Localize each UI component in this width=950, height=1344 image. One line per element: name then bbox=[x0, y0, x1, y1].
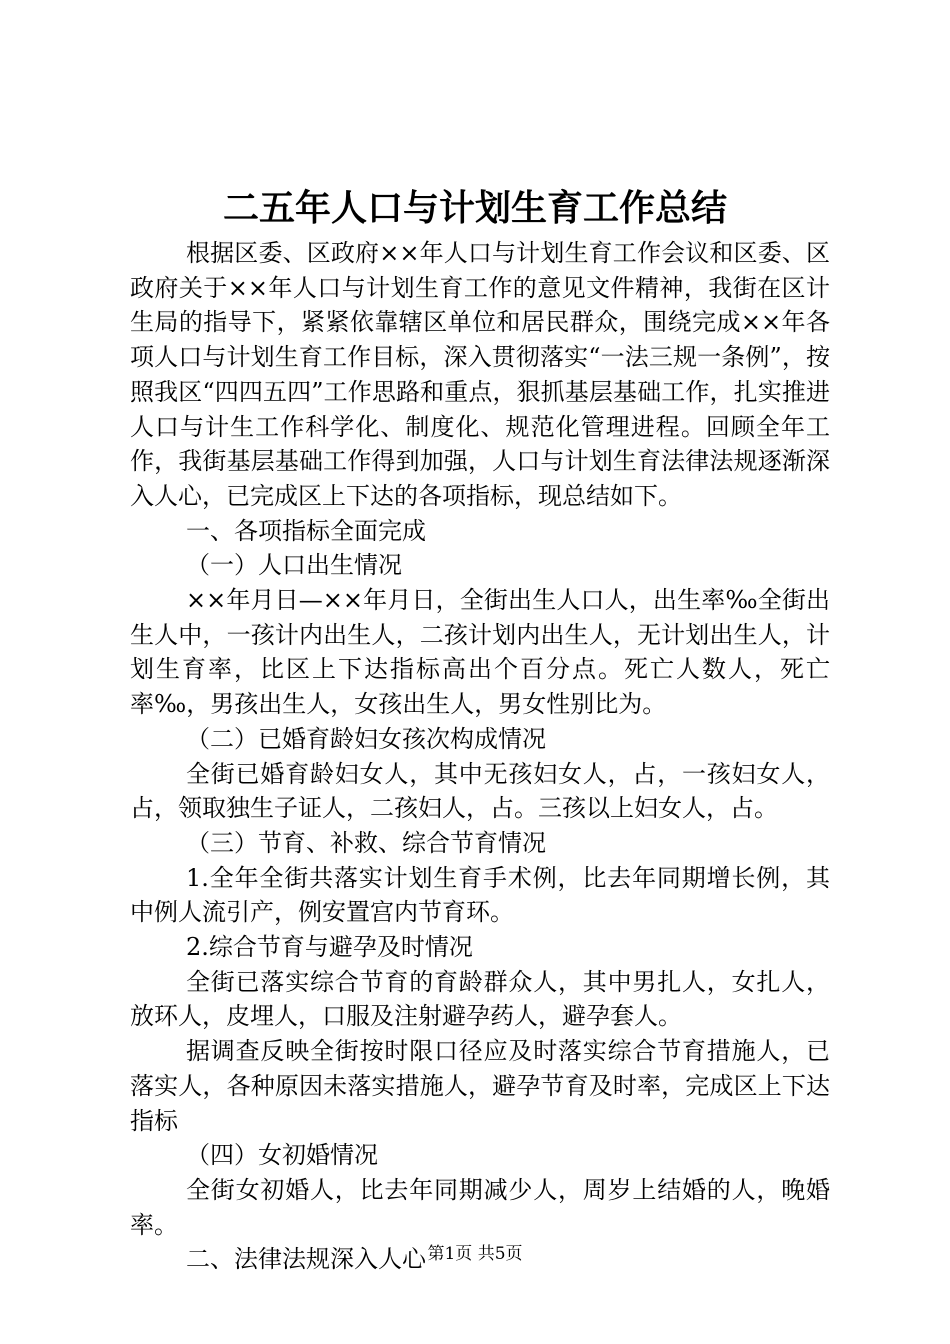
paragraph-survey: 据调查反映全街按时限口径应及时落实综合节育措施人，已落实人，各种原因未落实措施人，避孕节育及时率，完成区上下达指标 bbox=[130, 1037, 830, 1135]
section-heading-1: 一、各项指标全面完成 bbox=[186, 516, 426, 545]
intro-paragraph: 根据区委、区政府××年人口与计划生育工作会议和区委、区政府关于××年人口与计划生育工作的意见文件精神，我街在区计生局的指导下，紧紧依靠辖区单位和居民群众，围绕完成××年各项人口与计划生育工作目标，深入贯彻落实“一法三规一条例”，按照我区“四四五四”工作思路和重点，狠抓基层基础工作，扎实推进人口与计生工作科学化、制度化、规范化管理进程。回顾全年工作，我街基层基础工作得到加强，人口与计划生育法律法规逐渐深入人心，已完成区上下达的各项指标，现总结如下。 bbox=[130, 239, 830, 510]
subsection-heading-2: （二）已婚育龄妇女孩次构成情况 bbox=[186, 724, 546, 753]
document-body bbox=[130, 236, 830, 1277]
paragraph-contraception: 全街已落实综合节育的育龄群众人，其中男扎人，女扎人，放环人，皮埋人，口服及注射避孕药人，避孕套人。 bbox=[130, 967, 830, 1031]
item-heading-2: 2.综合节育与避孕及时情况 bbox=[186, 933, 473, 962]
subsection-heading-4: （四）女初婚情况 bbox=[186, 1141, 378, 1170]
paragraph-first-marriage: 全街女初婚人，比去年同期减少人，周岁上结婚的人，晚婚率。 bbox=[130, 1175, 830, 1239]
paragraph-married-women: 全街已婚育龄妇女人，其中无孩妇女人，占，一孩妇女人，占，领取独生子证人，二孩妇人，占。三孩以上妇女人，占。 bbox=[130, 759, 830, 823]
paragraph-surgery: 1.全年全街共落实计划生育手术例，比去年同期增长例，其中例人流引产，例安置宫内节育环。 bbox=[130, 863, 830, 927]
section-heading-2: 二、法律法规深入人心 bbox=[186, 1245, 426, 1274]
document-title: 二五年人口与计划生育工作总结 bbox=[222, 187, 727, 229]
page-footer: 第1页 共5页 bbox=[427, 1244, 523, 1264]
subsection-heading-1: （一）人口出生情况 bbox=[186, 551, 402, 580]
subsection-heading-3: （三）节育、补救、综合节育情况 bbox=[186, 828, 546, 857]
paragraph-birth: ××年月日—××年月日，全街出生人口人，出生率‰全街出生人中，一孩计内出生人，二孩计划内出生人，无计划出生人，计划生育率，比区上下达指标高出个百分点。死亡人数人，死亡率‰，男孩出生人，女孩出生人，男女性别比为。 bbox=[130, 586, 830, 719]
